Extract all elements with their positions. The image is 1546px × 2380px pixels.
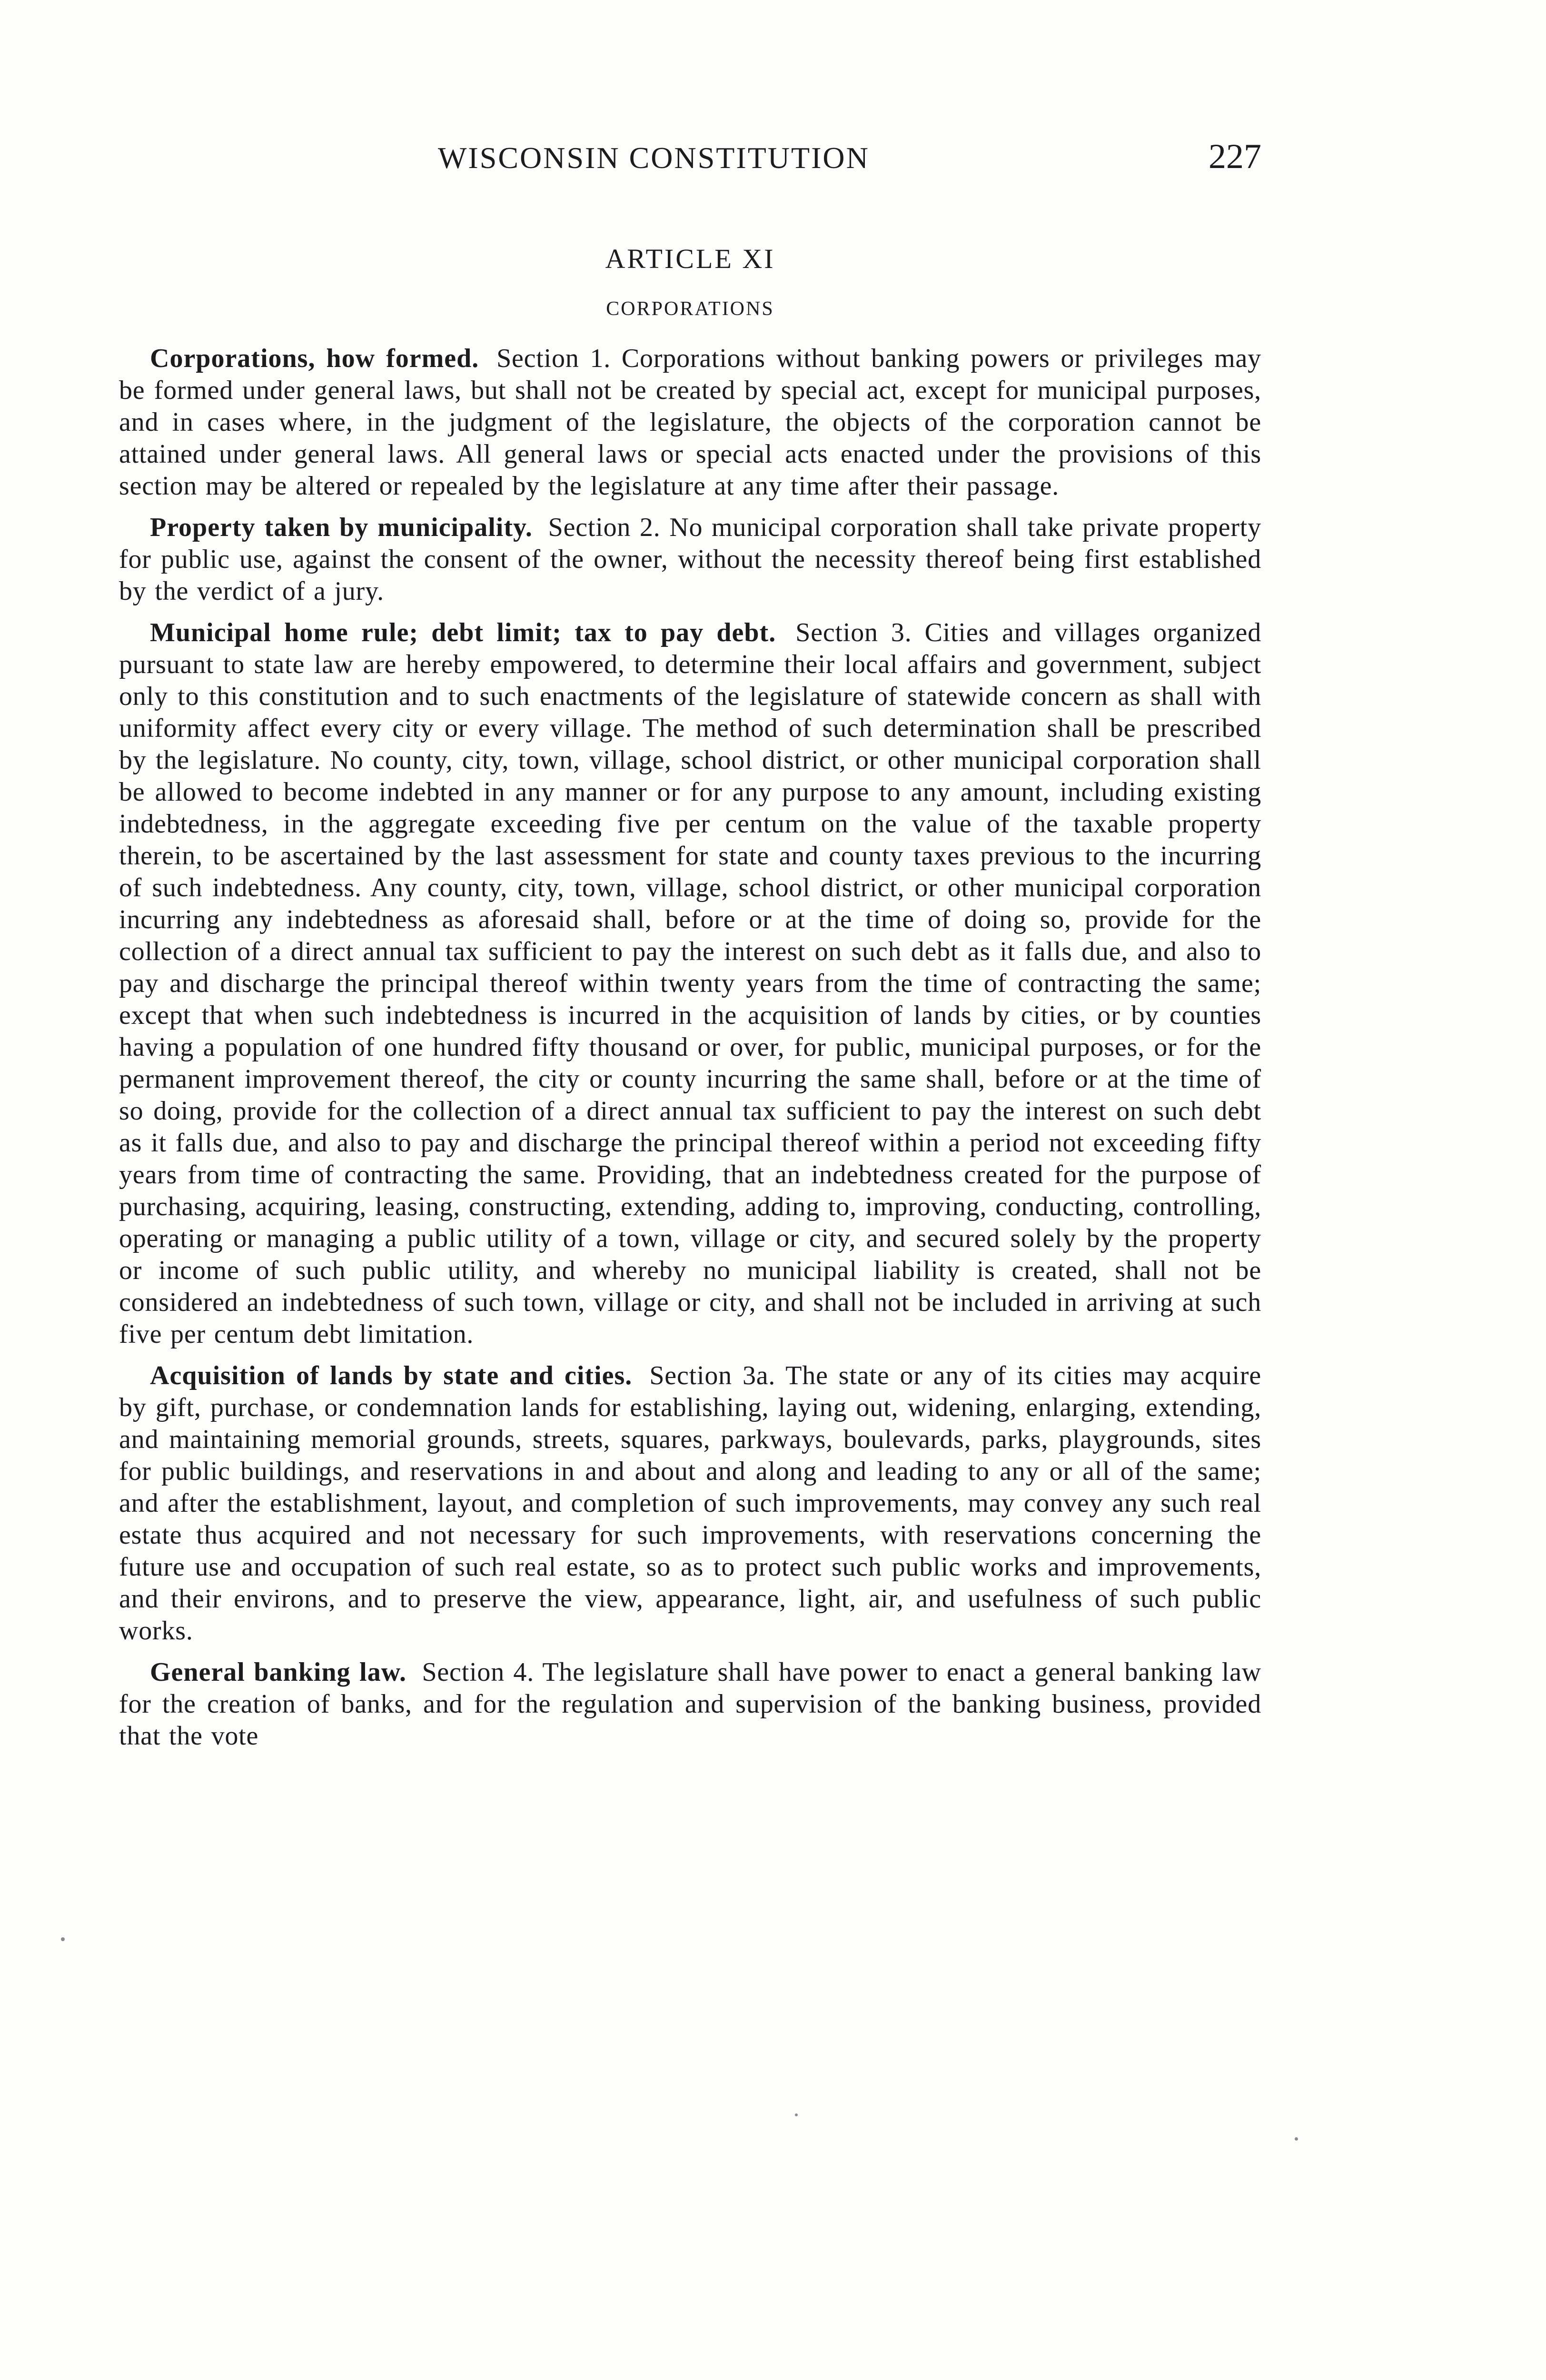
- section-3a: [119, 1360, 1261, 1647]
- section-text: The legislature shall have power to enact a general banking law for the creation of banks, and for the regulation and supervision of the banking business, provided that the vote: [119, 1657, 1261, 1751]
- section-number: Section 4.: [422, 1657, 535, 1687]
- article-subheading: CORPORATIONS: [606, 298, 774, 320]
- scan-speck: [61, 1937, 65, 1941]
- section-number: Section 3.: [795, 618, 912, 647]
- section-1: [119, 343, 1261, 502]
- article-heading: ARTICLE XI: [605, 243, 775, 274]
- page-number: 227: [1209, 137, 1261, 176]
- section-number: Section 1.: [496, 344, 611, 373]
- section-title: Acquisition of lands by state and cities.: [150, 1361, 633, 1390]
- section-number: Section 3a.: [649, 1361, 776, 1390]
- section-text: No municipal corporation shall take private property for public use, against the consent of the owner, without the necessity thereof being first established by the verdict of a jury.: [119, 513, 1261, 606]
- running-title: WISCONSIN CONSTITUTION: [438, 141, 870, 175]
- section-2: [119, 512, 1261, 607]
- scan-speck: [1295, 2137, 1298, 2141]
- article-body: [119, 343, 1261, 1762]
- section-number: Section 2.: [548, 513, 661, 542]
- section-title: Municipal home rule; debt limit; tax to pay debt.: [150, 618, 776, 647]
- section-title: Property taken by municipality.: [150, 513, 533, 542]
- section-text: Corporations without banking powers or privileges may be formed under general laws, but shall not be created by special act, except for municipal purposes, and in cases where, in the judgment of the legislature, the objects of the corporation cannot be attained under general laws. All general laws or special acts enacted under the provisions of this section may be altered or repealed by the legislature at any time after their passage.: [119, 344, 1261, 501]
- section-title: Corporations, how formed.: [150, 344, 479, 373]
- section-text: Cities and villages organized pursuant to state law are hereby empowered, to determine their local affairs and government, subject only to this constitution and to such enactments of the legislature of statewide concern as shall with uniformity affect every city or every village. The method of such determination shall be prescribed by the legislature. No county, city, town, village, school district, or other municipal corporation shall be allowed to become indebted in any manner or for any purpose to any amount, including existing indebtedness, in the aggregate exceeding five per centum on the value of the taxable property therein, to be ascertained by the last assessment for state and county taxes previous to the incurring of such indebtedness. Any county, city, town, village, school district, or other municipal corporation incurring any indebtedness as aforesaid shall, before or at the time of doing so, provide for the collection of a direct annual tax sufficient to pay the interest on such debt as it falls due, and also to pay and discharge the principal thereof within twenty years from the time of contracting the same; except that when such indebtedness is incurred in the acquisition of lands by cities, or by counties having a population of one hundred fifty thousand or over, for public, municipal purposes, or for the permanent improvement thereof, the city or county incurring the same shall, before or at the time of so doing, provide for the collection of a direct annual tax sufficient to pay the interest on such debt as it falls due, and also to pay and discharge the principal thereof within a period not exceeding fifty years from time of contracting the same. Providing, that an indebtedness created for the purpose of purchasing, acquiring, leasing, constructing, extending, adding to, improving, conducting, controlling, operating or managing a public utility of a town, village or city, and secured solely by the property or income of such public utility, and whereby no municipal liability is created, shall not be considered an indebtedness of such town, village or city, and shall not be included in arriving at such five per centum debt limitation.: [119, 618, 1261, 1349]
- section-4: [119, 1656, 1261, 1752]
- section-title: General banking law.: [150, 1657, 407, 1687]
- section-3: [119, 617, 1261, 1350]
- running-head: [119, 137, 1261, 188]
- section-text: The state or any of its cities may acquire by gift, purchase, or condemnation lands for establishing, laying out, widening, enlarging, extending, and maintaining memorial grounds, streets, squares, parkways, boulevards, parks, playgrounds, sites for public buildings, and reservations in and about and along and leading to any or all of the same; and after the establishment, layout, and completion of such improvements, may convey any such real estate thus acquired and not necessary for such improvements, with reservations concerning the future use and occupation of such real estate, so as to protect such public works and improvements, and their environs, and to preserve the view, appearance, light, air, and usefulness of such public works.: [119, 1361, 1261, 1646]
- scan-speck: [795, 2113, 798, 2116]
